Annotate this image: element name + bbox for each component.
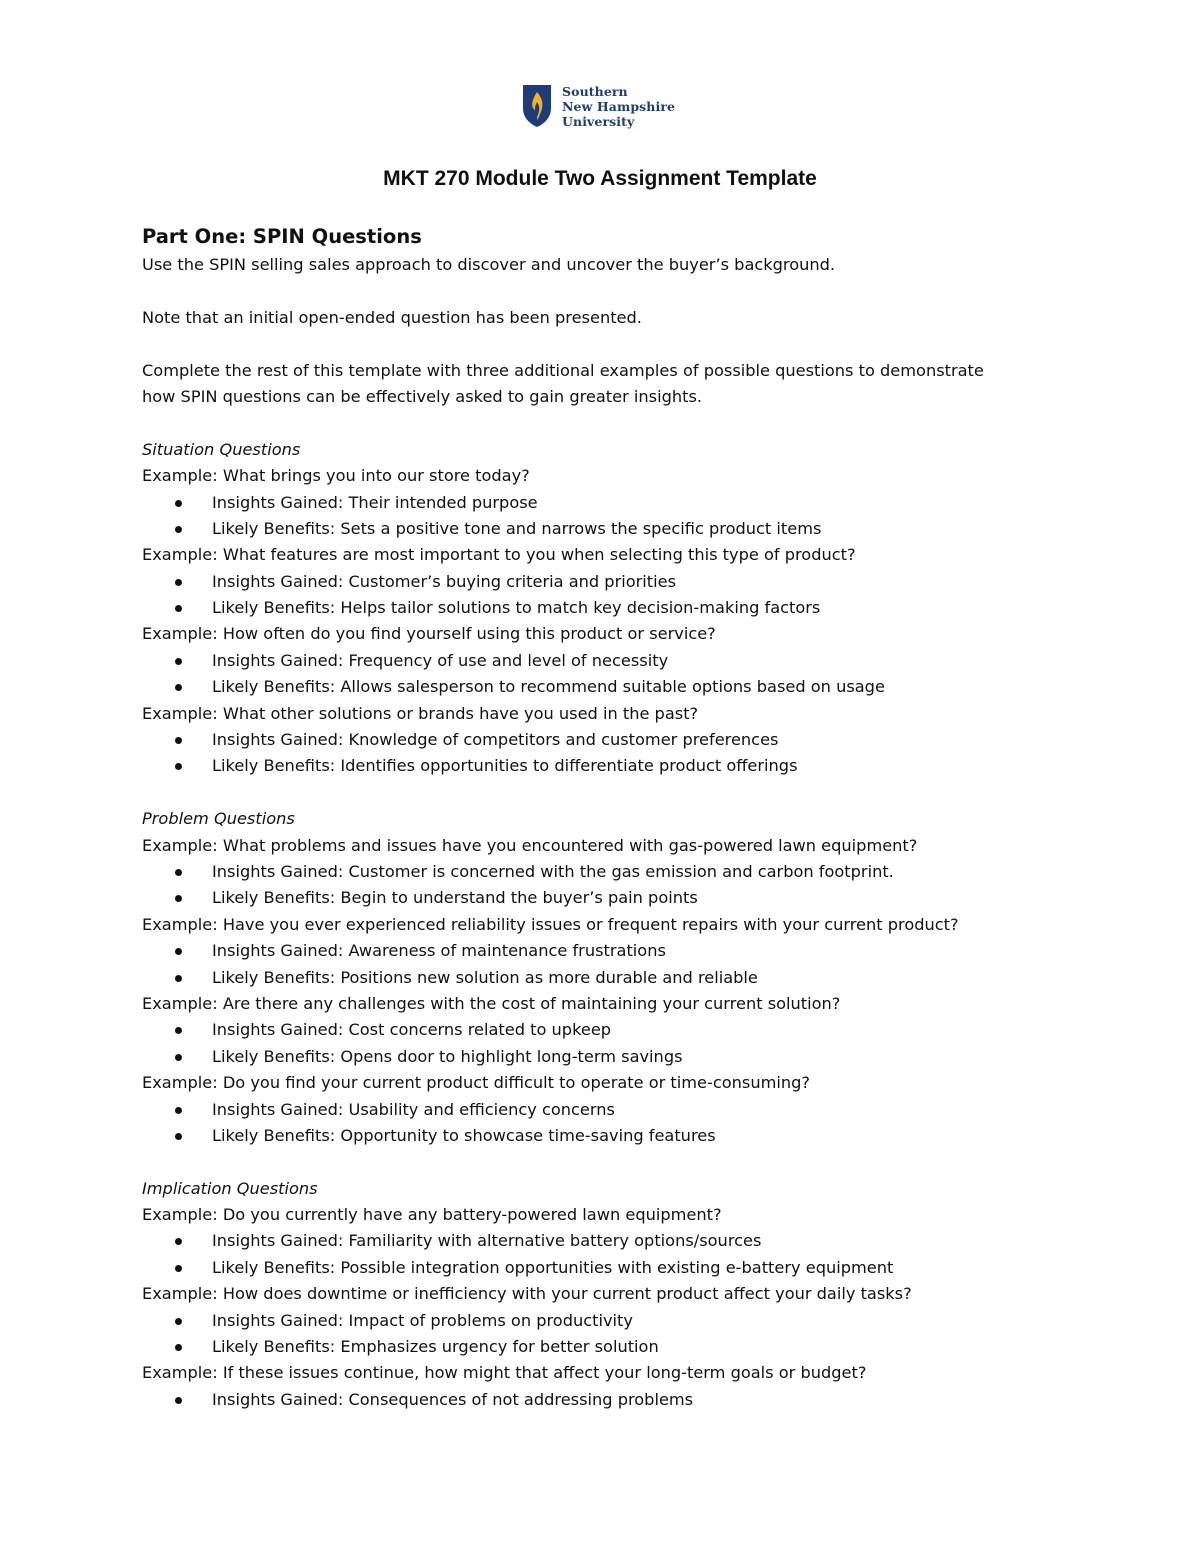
example-question: Example: What features are most important to you when selecting this type of product?	[142, 545, 856, 565]
bullet-icon	[175, 1238, 182, 1245]
insight-bullet	[142, 938, 1082, 964]
insight-bullet	[142, 648, 1082, 674]
logo-wordmark	[562, 84, 675, 129]
bullet-text: Likely Benefits: Helps tailor solutions to match key decision-making factors	[212, 598, 821, 618]
example-question: Example: Do you find your current product difficult to operate or time-consuming?	[142, 1073, 810, 1093]
example-question: Example: What brings you into our store today?	[142, 466, 530, 486]
bullet-text: Likely Benefits: Possible integration opportunities with existing e-battery equipment	[212, 1257, 894, 1277]
insight-bullet	[142, 1308, 1082, 1334]
shield-flame-icon	[522, 84, 552, 128]
benefit-bullet	[142, 965, 1082, 991]
bullet-text: Insights Gained: Consequences of not addressing problems	[212, 1389, 694, 1409]
implication-heading: Implication Questions	[142, 1178, 318, 1198]
document-title: MKT 270 Module Two Assignment Template	[383, 167, 817, 190]
bullet-text: Insights Gained: Frequency of use and level of necessity	[212, 650, 669, 670]
bullet-icon	[175, 1397, 182, 1404]
example-question: Example: Are there any challenges with the cost of maintaining your current solution?	[142, 993, 841, 1013]
example-question: Example: What other solutions or brands have you used in the past?	[142, 703, 699, 723]
example-question: Example: If these issues continue, how might that affect your long-term goals or budget?	[142, 1363, 867, 1383]
bullet-text: Insights Gained: Customer’s buying criteria and priorities	[212, 571, 677, 591]
benefit-bullet	[142, 1044, 1082, 1070]
bullet-icon	[175, 658, 182, 665]
insight-bullet	[142, 569, 1082, 595]
bullet-icon	[175, 500, 182, 507]
benefit-bullet	[142, 1334, 1082, 1360]
bullet-text: Insights Gained: Knowledge of competitors and customer preferences	[212, 730, 779, 750]
example-question: Example: Have you ever experienced reliability issues or frequent repairs with your current product?	[142, 914, 959, 934]
insight-bullet	[142, 490, 1082, 516]
bullet-icon	[175, 975, 182, 982]
benefit-bullet	[142, 885, 1082, 911]
problem-heading: Problem Questions	[142, 809, 295, 829]
bullet-icon	[175, 1318, 182, 1325]
intro-paragraph: Use the SPIN selling sales approach to discover and uncover the buyer’s background.	[142, 255, 836, 274]
intro-paragraph: Note that an initial open-ended question has been presented.	[142, 307, 642, 327]
bullet-text: Insights Gained: Customer is concerned with the gas emission and carbon footprint.	[212, 861, 894, 881]
bullet-icon	[175, 1027, 182, 1034]
bullet-icon	[175, 1107, 182, 1114]
bullet-icon	[175, 1054, 182, 1061]
bullet-icon	[175, 579, 182, 586]
bullet-text: Insights Gained: Awareness of maintenance frustrations	[212, 941, 666, 961]
bullet-text: Insights Gained: Familiarity with alternative battery options/sources	[212, 1231, 762, 1251]
part-one-heading: Part One: SPIN Questions	[142, 225, 422, 248]
bullet-text: Likely Benefits: Positions new solution as more durable and reliable	[212, 967, 758, 987]
bullet-text: Likely Benefits: Opportunity to showcase time-saving features	[212, 1125, 716, 1145]
situation-heading: Situation Questions	[142, 439, 301, 459]
bullet-text: Likely Benefits: Sets a positive tone and narrows the specific product items	[212, 518, 822, 538]
bullet-text: Insights Gained: Impact of problems on productivity	[212, 1310, 633, 1330]
bullet-icon	[175, 1265, 182, 1272]
benefit-bullet	[142, 595, 1082, 621]
insight-bullet	[142, 1387, 1082, 1413]
bullet-text: Likely Benefits: Opens door to highlight long-term savings	[212, 1046, 683, 1066]
intro-paragraph: how SPIN questions can be effectively asked to gain greater insights.	[142, 386, 703, 406]
logo-line: Southern	[562, 84, 628, 99]
bullet-text: Likely Benefits: Identifies opportunities to differentiate product offerings	[212, 756, 798, 776]
insight-bullet	[142, 727, 1082, 753]
bullet-icon	[175, 526, 182, 533]
benefit-bullet	[142, 753, 1082, 779]
bullet-text: Likely Benefits: Emphasizes urgency for better solution	[212, 1337, 659, 1357]
document-body	[142, 222, 1082, 1413]
bullet-icon	[175, 895, 182, 902]
example-question: Example: How often do you find yourself using this product or service?	[142, 624, 716, 644]
example-question: Example: Do you currently have any battery-powered lawn equipment?	[142, 1205, 722, 1225]
logo-line: University	[562, 114, 635, 129]
benefit-bullet	[142, 516, 1082, 542]
bullet-text: Likely Benefits: Begin to understand the buyer’s pain points	[212, 888, 698, 908]
insight-bullet	[142, 1097, 1082, 1123]
bullet-icon	[175, 605, 182, 612]
bullet-text: Insights Gained: Cost concerns related to upkeep	[212, 1020, 612, 1040]
benefit-bullet	[142, 1123, 1082, 1149]
bullet-icon	[175, 763, 182, 770]
bullet-text: Insights Gained: Usability and efficiency concerns	[212, 1099, 615, 1119]
example-question: Example: What problems and issues have you encountered with gas-powered lawn equipment?	[142, 835, 918, 855]
bullet-icon	[175, 1133, 182, 1140]
example-question: Example: How does downtime or inefficiency with your current product affect your daily tasks?	[142, 1284, 912, 1304]
insight-bullet	[142, 1017, 1082, 1043]
insight-bullet	[142, 859, 1082, 885]
benefit-bullet	[142, 1255, 1082, 1281]
benefit-bullet	[142, 674, 1082, 700]
intro-paragraph: Complete the rest of this template with three additional examples of possible questions to demonstrate	[142, 360, 984, 380]
bullet-icon	[175, 869, 182, 876]
bullet-text: Likely Benefits: Allows salesperson to recommend suitable options based on usage	[212, 677, 885, 697]
logo-line: New Hampshire	[562, 99, 676, 114]
insight-bullet	[142, 1228, 1082, 1254]
bullet-icon	[175, 1344, 182, 1351]
bullet-icon	[175, 737, 182, 744]
bullet-icon	[175, 948, 182, 955]
university-logo	[522, 84, 675, 129]
bullet-icon	[175, 684, 182, 691]
bullet-text: Insights Gained: Their intended purpose	[212, 492, 538, 512]
